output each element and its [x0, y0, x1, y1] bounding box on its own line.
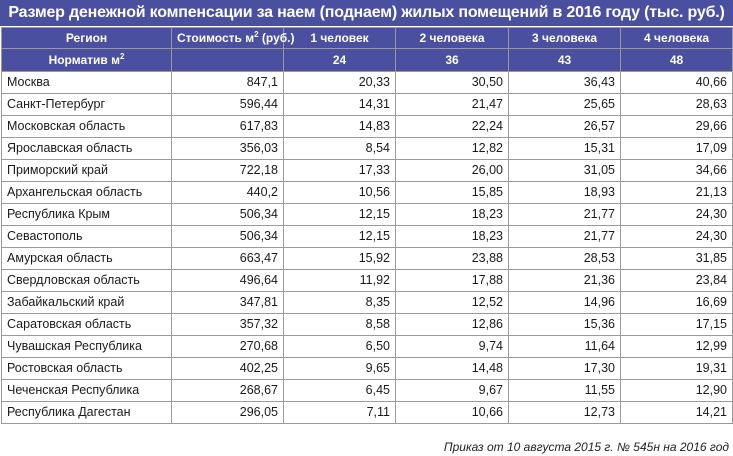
- header-4-persons: 4 человека: [621, 28, 733, 49]
- table-row: [2, 116, 733, 138]
- cell-region: Свердловская область: [2, 270, 172, 292]
- cell-3-persons: 28,53: [509, 248, 621, 270]
- header-2-persons: 2 человека: [396, 28, 509, 49]
- cell-region: Чувашская Республика: [2, 336, 172, 358]
- cell-1-person: 20,33: [284, 72, 396, 94]
- cell-2-persons: 22,24: [396, 116, 509, 138]
- cell-cost: 596,44: [172, 94, 284, 116]
- cell-3-persons: 21,77: [509, 204, 621, 226]
- cell-cost: 296,05: [172, 402, 284, 424]
- cell-3-persons: 31,05: [509, 160, 621, 182]
- table-row: [2, 204, 733, 226]
- cell-region: Приморский край: [2, 160, 172, 182]
- cell-1-person: 17,33: [284, 160, 396, 182]
- cell-region: Московская область: [2, 116, 172, 138]
- cell-cost: 402,25: [172, 358, 284, 380]
- cell-1-person: 14,83: [284, 116, 396, 138]
- cell-1-person: 8,58: [284, 314, 396, 336]
- cell-region: Ярославская область: [2, 138, 172, 160]
- cell-1-person: 15,92: [284, 248, 396, 270]
- cell-region: Чеченская Республика: [2, 380, 172, 402]
- cell-2-persons: 9,67: [396, 380, 509, 402]
- cell-1-person: 8,35: [284, 292, 396, 314]
- cell-cost: 663,47: [172, 248, 284, 270]
- cell-4-persons: 17,15: [621, 314, 733, 336]
- cell-2-persons: 18,23: [396, 204, 509, 226]
- cell-2-persons: 9,74: [396, 336, 509, 358]
- cell-region: Республика Дагестан: [2, 402, 172, 424]
- cell-cost: 270,68: [172, 336, 284, 358]
- table-title: Размер денежной компенсации за наем (поднаем) жилых помещений в 2016 году (тыс. руб.): [0, 0, 733, 26]
- cell-region: Саратовская область: [2, 314, 172, 336]
- cell-2-persons: 30,50: [396, 72, 509, 94]
- cell-4-persons: 21,13: [621, 182, 733, 204]
- cell-1-person: 11,92: [284, 270, 396, 292]
- cell-2-persons: 12,82: [396, 138, 509, 160]
- cell-2-persons: 17,88: [396, 270, 509, 292]
- cell-4-persons: 23,84: [621, 270, 733, 292]
- norm-cost: [172, 49, 284, 72]
- cell-4-persons: 14,21: [621, 402, 733, 424]
- compensation-table: [1, 27, 733, 424]
- cell-3-persons: 25,65: [509, 94, 621, 116]
- cell-cost: 506,34: [172, 204, 284, 226]
- source-footnote: Приказ от 10 августа 2015 г. № 545н на 2016 год: [443, 440, 729, 454]
- cell-3-persons: 17,30: [509, 358, 621, 380]
- cell-3-persons: 11,55: [509, 380, 621, 402]
- table-row: [2, 94, 733, 116]
- cell-region: Санкт-Петербург: [2, 94, 172, 116]
- header-cost: [172, 28, 295, 49]
- cell-2-persons: 18,23: [396, 226, 509, 248]
- cell-4-persons: 29,66: [621, 116, 733, 138]
- cell-cost: 506,34: [172, 226, 284, 248]
- cell-cost: 847,1: [172, 72, 284, 94]
- table-row: [2, 336, 733, 358]
- table-row: [2, 358, 733, 380]
- table-row: [2, 380, 733, 402]
- table-row: [2, 292, 733, 314]
- cell-4-persons: 40,66: [621, 72, 733, 94]
- cell-4-persons: 12,99: [621, 336, 733, 358]
- header-row: [2, 28, 733, 49]
- cell-cost: 722,18: [172, 160, 284, 182]
- cell-2-persons: 14,48: [396, 358, 509, 380]
- header-region: Регион: [2, 28, 172, 49]
- cell-region: Севастополь: [2, 226, 172, 248]
- cell-2-persons: 10,66: [396, 402, 509, 424]
- cell-region: Москва: [2, 72, 172, 94]
- cell-3-persons: 36,43: [509, 72, 621, 94]
- cell-3-persons: 12,73: [509, 402, 621, 424]
- cell-4-persons: 16,69: [621, 292, 733, 314]
- cell-1-person: 9,65: [284, 358, 396, 380]
- cell-4-persons: 24,30: [621, 226, 733, 248]
- cell-3-persons: 21,36: [509, 270, 621, 292]
- table-row: [2, 226, 733, 248]
- cell-region: Архангельская область: [2, 182, 172, 204]
- cell-region: Ростовская область: [2, 358, 172, 380]
- cell-region: Забайкальский край: [2, 292, 172, 314]
- cell-1-person: 8,54: [284, 138, 396, 160]
- cell-cost: 268,67: [172, 380, 284, 402]
- table-row: [2, 402, 733, 424]
- cell-region: Амурская область: [2, 248, 172, 270]
- cell-cost: 617,83: [172, 116, 284, 138]
- norm-4-persons: 48: [621, 49, 733, 72]
- cell-1-person: 6,50: [284, 336, 396, 358]
- cell-region: Республика Крым: [2, 204, 172, 226]
- norm-row: [2, 49, 733, 72]
- cell-cost: 347,81: [172, 292, 284, 314]
- cell-2-persons: 21,47: [396, 94, 509, 116]
- cell-2-persons: 12,52: [396, 292, 509, 314]
- table-row: [2, 270, 733, 292]
- norm-2-persons: 36: [396, 49, 509, 72]
- norm-label-text: Норматив м: [48, 53, 120, 67]
- table-row: [2, 138, 733, 160]
- header-cost-sup: 2: [254, 30, 259, 39]
- cell-2-persons: 26,00: [396, 160, 509, 182]
- cell-1-person: 6,45: [284, 380, 396, 402]
- cell-4-persons: 34,66: [621, 160, 733, 182]
- header-1-person: 1 человек: [284, 28, 396, 49]
- cell-1-person: 12,15: [284, 204, 396, 226]
- cell-4-persons: 17,09: [621, 138, 733, 160]
- table-body: [2, 72, 733, 424]
- cell-2-persons: 12,86: [396, 314, 509, 336]
- cell-4-persons: 12,90: [621, 380, 733, 402]
- header-cost-unit: (руб.): [258, 31, 295, 45]
- cell-3-persons: 15,36: [509, 314, 621, 336]
- cell-2-persons: 23,88: [396, 248, 509, 270]
- norm-label: [2, 49, 172, 72]
- cell-4-persons: 28,63: [621, 94, 733, 116]
- cell-cost: 496,64: [172, 270, 284, 292]
- norm-label-sup: 2: [119, 52, 125, 61]
- table-row: [2, 72, 733, 94]
- cell-cost: 357,32: [172, 314, 284, 336]
- cell-3-persons: 18,93: [509, 182, 621, 204]
- table-row: [2, 314, 733, 336]
- cell-1-person: 14,31: [284, 94, 396, 116]
- header-3-persons: 3 человека: [509, 28, 621, 49]
- cell-3-persons: 14,96: [509, 292, 621, 314]
- table-row: [2, 160, 733, 182]
- norm-1-person: 24: [284, 49, 396, 72]
- cell-2-persons: 15,85: [396, 182, 509, 204]
- cell-3-persons: 26,57: [509, 116, 621, 138]
- cell-1-person: 10,56: [284, 182, 396, 204]
- cell-cost: 440,2: [172, 182, 284, 204]
- cell-4-persons: 19,31: [621, 358, 733, 380]
- cell-cost: 356,03: [172, 138, 284, 160]
- cell-3-persons: 21,77: [509, 226, 621, 248]
- cell-1-person: 7,11: [284, 402, 396, 424]
- norm-3-persons: 43: [509, 49, 621, 72]
- cell-4-persons: 24,30: [621, 204, 733, 226]
- cell-3-persons: 11,64: [509, 336, 621, 358]
- header-cost-label: Стоимость м: [177, 31, 255, 45]
- table-row: [2, 248, 733, 270]
- cell-3-persons: 15,31: [509, 138, 621, 160]
- cell-1-person: 12,15: [284, 226, 396, 248]
- cell-4-persons: 31,85: [621, 248, 733, 270]
- table-row: [2, 182, 733, 204]
